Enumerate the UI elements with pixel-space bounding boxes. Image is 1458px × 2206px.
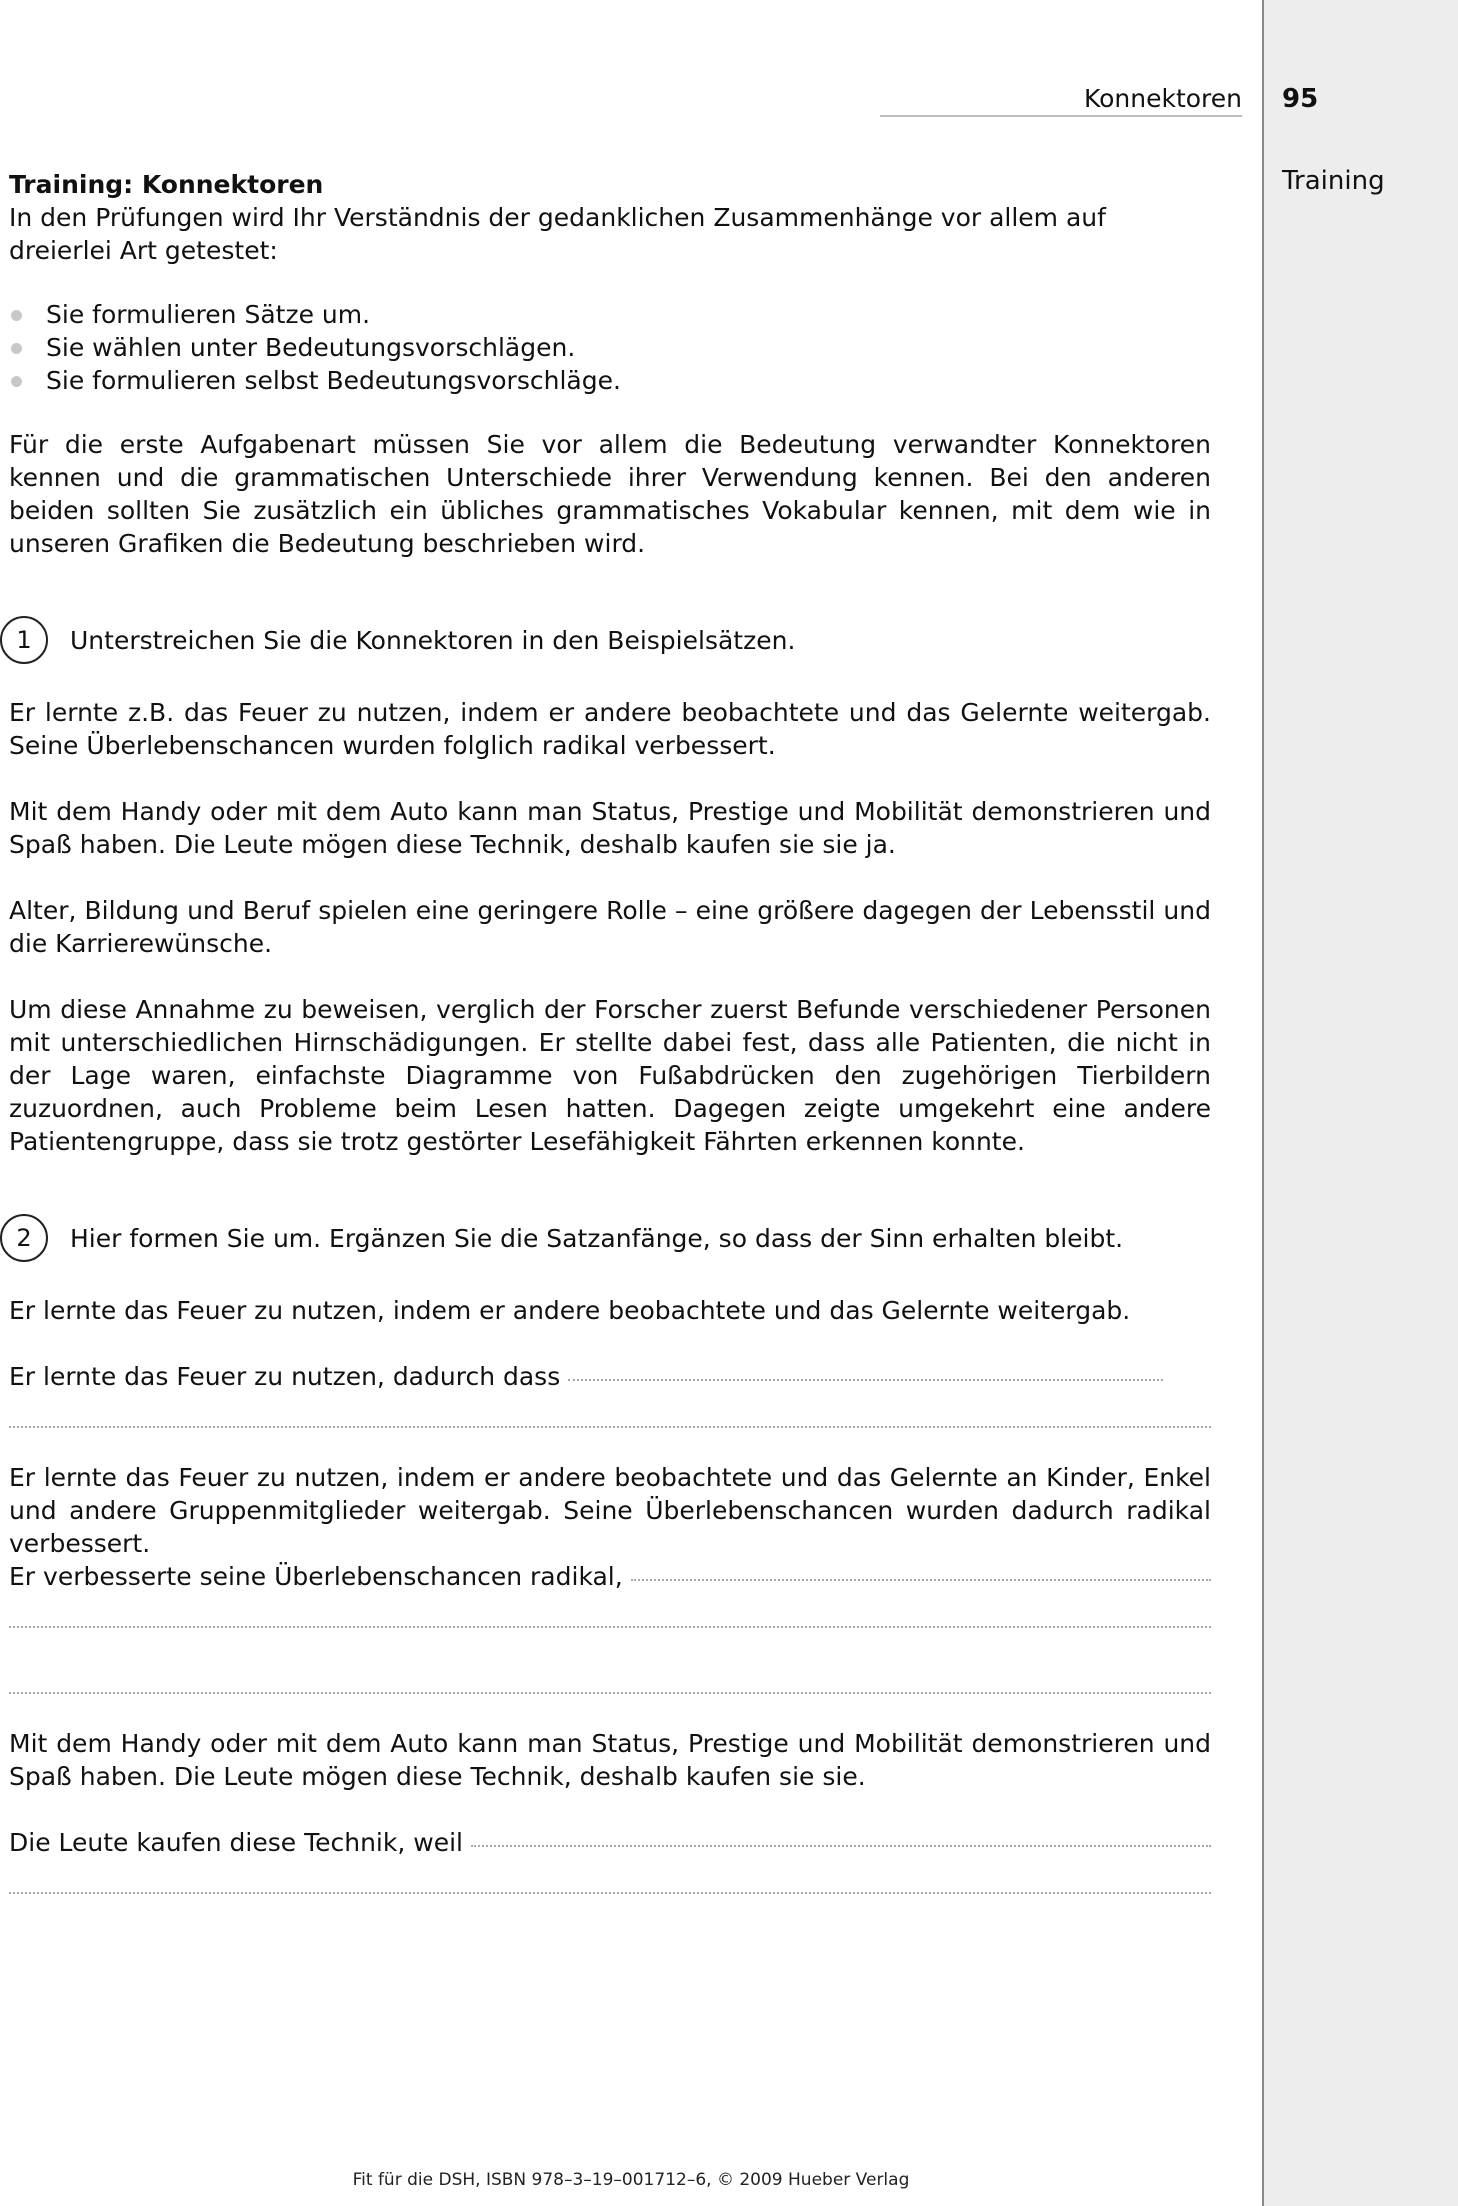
answer-row [9,1560,1211,1593]
answer-row [9,1826,1211,1859]
bullet-icon [11,343,22,354]
example-sentence: Er lernte z.B. das Feuer zu nutzen, indem er andere beobachtete und das Gelernte weitergab. Seine Überlebenschancen wurden folglich radikal verbessert. [9,698,1211,760]
answer-line[interactable] [9,1593,1211,1628]
example-sentence: Mit dem Handy oder mit dem Auto kann man Status, Prestige und Mobilität demonstrieren und Spaß haben. Die Leute mögen diese Technik, deshalb kaufen sie sie ja. [9,797,1211,859]
answer-row [9,1360,1211,1393]
header-rule [880,115,1242,117]
example-sentence: Alter, Bildung und Beruf spielen eine geringere Rolle – eine größere dagegen der Lebensstil und die Karrierewünsche. [9,896,1211,958]
page-number: 95 [1282,84,1319,114]
intro-text: In den Prüfungen wird Ihr Verständnis der gedanklichen Zusammenhänge vor allem auf dreierlei Art getestet: [9,203,1106,265]
list-item: Sie formulieren selbst Bedeutungsvorschläge. [9,364,1211,397]
source-sentence: Mit dem Handy oder mit dem Auto kann man Status, Prestige und Mobilität demonstrieren und Spaß haben. Die Leute mögen diese Technik, deshalb kaufen sie sie. [9,1729,1211,1791]
task-instruction: Hier formen Sie um. Ergänzen Sie die Satzanfänge, so dass der Sinn erhalten bleibt. [70,1223,1124,1253]
page-content [9,168,1211,1894]
side-margin [1262,0,1458,2206]
list-item: Sie formulieren Sätze um. [9,298,1211,331]
task-number-badge: 2 [0,1214,48,1262]
sentence-prompt: Die Leute kaufen diese Technik, weil [9,1828,463,1857]
answer-line[interactable] [9,1393,1211,1428]
running-header: Konnektoren [1083,84,1242,113]
bullet-list [9,298,1211,397]
answer-line[interactable] [631,1579,1211,1581]
side-label: Training [1282,166,1385,196]
page-footer: Fit für die DSH, ISBN 978–3–19–001712–6, © 2009 Hueber Verlag [352,2170,910,2190]
source-sentence: Er lernte das Feuer zu nutzen, indem er andere beobachtete und das Gelernte an Kinder, Enkel und andere Gruppenmitglieder weitergab. Seine Überlebenschancen wurden dadurch radikal verbessert. [9,1463,1211,1558]
example-sentence: Um diese Annahme zu beweisen, verglich der Forscher zuerst Befunde verschiedener Personen mit unterschiedlichen Hirnschädigungen. Er stellte dabei fest, dass alle Patienten, die nicht in der Lage waren, einfachste Diagramme von Fußabdrücken den zugehörigen Tierbildern zuzuordnen, auch Probleme beim Lesen hatten. Dagegen zeigte umgekehrt eine andere Patientengruppe, dass sie trotz gestörter Lesefähigkeit Fährten erkennen konnte. [9,995,1211,1156]
explanation-paragraph: Für die erste Aufgabenart müssen Sie vor allem die Bedeutung verwandter Konnektoren kennen und die grammatischen Unterschiede ihrer Verwendung kennen. Bei den anderen beiden sollten Sie zusätzlich ein übliches grammatisches Vokabular kennen, mit dem wie in unseren Grafiken die Bedeutung beschrieben wird. [9,430,1211,558]
task-1-header [9,616,1211,664]
answer-line[interactable] [9,1859,1211,1894]
bullet-icon [11,310,22,321]
section-title: Training: Konnektoren [9,170,324,199]
answer-line[interactable] [9,1659,1211,1694]
answer-line[interactable] [568,1379,1163,1381]
task-instruction: Unterstreichen Sie die Konnektoren in den Beispielsätzen. [70,625,796,655]
sentence-prompt: Er verbesserte seine Überlebenschancen radikal, [9,1562,623,1591]
list-item: Sie wählen unter Bedeutungsvorschlägen. [9,331,1211,364]
source-sentence: Er lernte das Feuer zu nutzen, indem er andere beobachtete und das Gelernte weitergab. [9,1296,1131,1325]
bullet-icon [11,376,22,387]
answer-line[interactable] [471,1845,1211,1847]
task-number-badge: 1 [0,616,48,664]
sentence-prompt: Er lernte das Feuer zu nutzen, dadurch dass [9,1362,561,1391]
task-2-header [9,1214,1211,1262]
